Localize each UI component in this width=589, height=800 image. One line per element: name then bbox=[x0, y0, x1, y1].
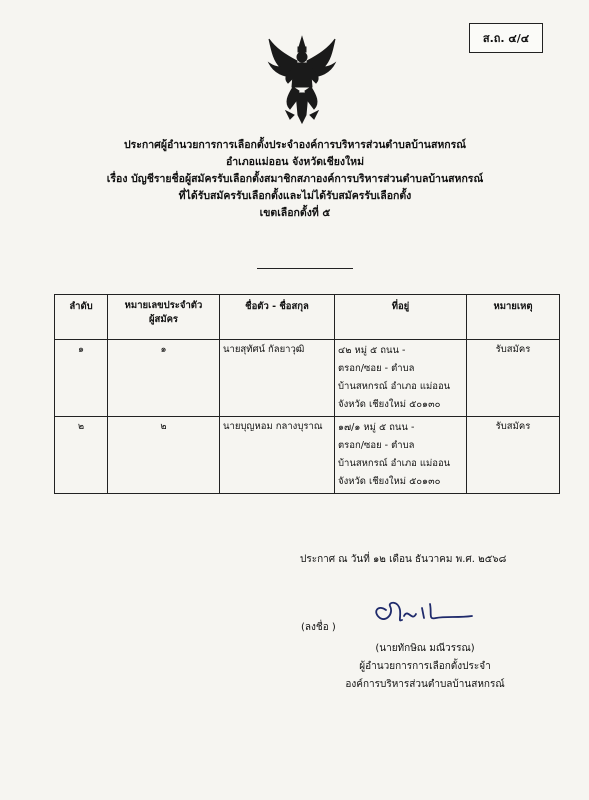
handwritten-signature bbox=[368, 596, 478, 632]
cell-name: นายสุทัศน์ กัลยาวุฒิ bbox=[220, 340, 335, 417]
column-header-number-line1: หมายเลขประจำตัว bbox=[124, 300, 203, 311]
cell-number: ๒ bbox=[108, 417, 220, 494]
signer-block bbox=[300, 640, 550, 694]
header-line-1: ประกาศผู้อำนวยการการเลือกตั้งประจำองค์การบริหารส่วนตำบลบ้านสหกรณ์ bbox=[123, 139, 467, 151]
address-line: จังหวัด เชียงใหม่ ๕๐๑๓๐ bbox=[338, 399, 441, 410]
column-header-address: ที่อยู่ bbox=[335, 295, 467, 340]
header-line-2: อำเภอแม่ออน จังหวัดเชียงใหม่ bbox=[225, 156, 365, 168]
column-header-note: หมายเหตุ bbox=[467, 295, 560, 340]
cell-name: นายบุญหอม กลางบุราณ bbox=[220, 417, 335, 494]
column-header-number bbox=[108, 295, 220, 340]
cell-address bbox=[335, 340, 467, 417]
announcement-date: ประกาศ ณ วันที่ ๑๒ เดือน ธันวาคม พ.ศ. ๒๕๖๘ bbox=[300, 554, 507, 565]
cell-note: รับสมัคร bbox=[467, 417, 560, 494]
column-header-no: ลำดับ bbox=[55, 295, 108, 340]
form-code-box: ส.ถ. ๔/๔ bbox=[469, 23, 543, 53]
cell-address bbox=[335, 417, 467, 494]
signer-name: (นายทักษิณ มณีวรรณ) bbox=[375, 643, 475, 654]
table-row bbox=[55, 340, 560, 417]
table-header-row bbox=[55, 295, 560, 340]
address-line: ๔๒ หมู่ ๕ ถนน - bbox=[338, 345, 406, 356]
garuda-emblem-icon bbox=[266, 35, 338, 125]
signer-title-line1: ผู้อำนวยการการเลือกตั้งประจำ bbox=[359, 661, 491, 672]
address-line: บ้านสหกรณ์ อำเภอ แม่ออน bbox=[338, 381, 451, 392]
column-header-name: ชื่อตัว - ชื่อสกุล bbox=[220, 295, 335, 340]
cell-note: รับสมัคร bbox=[467, 340, 560, 417]
column-header-number-line2: ผู้สมัคร bbox=[148, 314, 179, 325]
cell-number: ๑ bbox=[108, 340, 220, 417]
header-line-3: เรื่อง บัญชีรายชื่อผู้สมัครรับเลือกตั้งสมาชิกสภาองค์การบริหารส่วนตำบลบ้านสหกรณ์ bbox=[106, 173, 484, 185]
address-line: ตรอก/ซอย - ตำบล bbox=[338, 363, 415, 374]
header-line-4: ที่ได้รับสมัครรับเลือกตั้งและไม่ได้รับสมัครรับเลือกตั้ง bbox=[178, 190, 412, 202]
cell-no: ๒ bbox=[55, 417, 108, 494]
signature-label: (ลงชื่อ ) bbox=[301, 622, 336, 633]
cell-no: ๑ bbox=[55, 340, 108, 417]
address-line: จังหวัด เชียงใหม่ ๕๐๑๓๐ bbox=[338, 476, 441, 487]
announcement-header bbox=[60, 137, 530, 222]
header-divider bbox=[257, 268, 353, 269]
table-row bbox=[55, 417, 560, 494]
address-line: บ้านสหกรณ์ อำเภอ แม่ออน bbox=[338, 458, 451, 469]
address-line: ตรอก/ซอย - ตำบล bbox=[338, 440, 415, 451]
candidate-table bbox=[54, 294, 560, 494]
header-line-5: เขตเลือกตั้งที่ ๕ bbox=[259, 207, 331, 219]
signer-title-line2: องค์การบริหารส่วนตำบลบ้านสหกรณ์ bbox=[345, 679, 505, 690]
address-line: ๑๗/๑ หมู่ ๕ ถนน - bbox=[338, 422, 415, 433]
